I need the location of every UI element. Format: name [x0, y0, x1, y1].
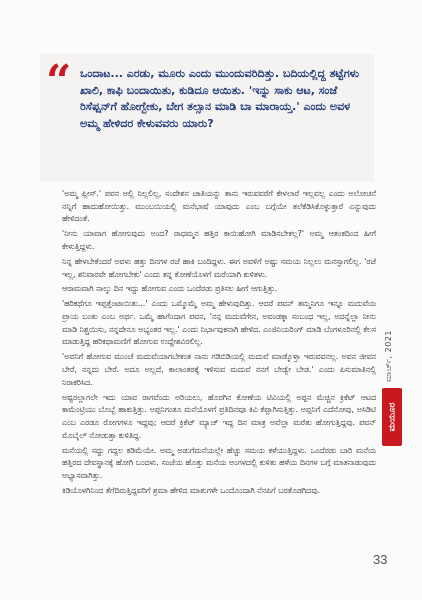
magazine-logo-text: ಮಯೂರ — [387, 402, 398, 432]
quote-mark-icon: “ — [46, 56, 72, 107]
paragraph: 'ಅವನಿಗೆ ಹೋಗುವ ಮುಂಚೆ ಮದುವೆಯಾಗಬೇಕಂತ ನಾನು ಗಡಿಬಿಡಿಯಲ್ಲಿ ಮದುವೆ ಮಾಡ್ಕೊಳ್ತಾ ಇರುವವನಲ್ಲ. ಅವನ ಜೀವನ ಬೇರೆ, ನನ್ನದು ಬೇರೆ. ಅದೂ ಅಲ್ಲದೆ, ಕಾಲಾಂತರಕ್ಕೆ ಇಳಿಸುವ ಮದುವೆ ನನಗೆ ಬೇಡ್ವೇ ಬೇಡ.' ಎಂದು ಪಿಸುಮಾತಿನಲ್ಲಿ ನಿರಾಕರಿಸಿದ. — [62, 352, 376, 387]
paragraph: ನಿನ್ನ ಹೇಳಬೇಕೆಂದರೆ ಅವಳು ಹತ್ತು ದಿನಗಳ ರಜೆ ಹಾಕಿ ಬಂದಿದ್ದಳು. ಈಗ ಅವಳಿಗೆ ಅಷ್ಟು ಸಮಯ ನಿಲ್ಲಲು ಮನಸ್ಸಾಗಲಿಲ್ಲ. 'ರಜೆ ಇಲ್ಲ, ಶನಿವಾರವೇ ಹೋಗಬೇಕು' ಎಂದು ತನ್ನ ಕೋಣೆಯೊಳಗೆ ಮರೆಯಾಗಿ ಕುಳಿತಳು. — [62, 256, 376, 279]
page-number: 33 — [373, 552, 388, 567]
article-body — [62, 188, 376, 500]
paragraph: ಕಿಡಿಯೊಳಗಿನಿಂದ ತೆಗೆದಿರುತ್ತಿದ್ದವರಿಗೆ ಶ್ರಮಾ ಹೇಳಿದ ಮಾತುಗಳೇ ಒಂದೊಂದಾಗಿ ನೆನಪಿಗೆ ಬರತೊಡಗಿದವು. — [62, 485, 321, 495]
pull-quote-box — [40, 54, 374, 182]
magazine-logo — [382, 388, 402, 446]
paragraph: ಮನೆಯಲ್ಲಿ ಸದ್ದು ಗದ್ದಲ ಕಡಿಮೆಯೇ. ಅಮ್ಮ ಅಡುಗೆಮನೆಯಲ್ಲೇ ಹೆಚ್ಚು ಸಮಯ ಕಳೆಯುತ್ತಿದ್ದಳು. ಒಂದೆರಡು ಬಾರಿ ಮನೆಯ ಹತ್ತಿರದ ದೇವಸ್ಥಾನಕ್ಕೆ ಹೋಗಿ ಬಂದಳು. ಸಂಜೆಯ ಹೊತ್ತು ಮನೆಯ ಅಂಗಳದಲ್ಲಿ ಕುಳಿತು ಹಳೆಯ ದಿನಗಳ ಬಗ್ಗೆ ಮಾತನಾಡುವುದು ಅಭ್ಯಾಸವಾಗಿತ್ತು. — [62, 445, 376, 481]
paragraph: ಆರಾಮವಾಗಿ ನಾಲ್ಕು ದಿನ ಇದ್ದು ಹೋಗುವ ಎಂದು ಒಂದೆರಡು ಪ್ರತಿಸಲ ಹೀಗೆ ಆಗುತ್ತಿತ್ತು. — [62, 284, 278, 294]
paragraph: 'ಹರಿಕಥೆಗೂ ಇಪ್ಪತ್ತೆಂಟಾಯಿತು...' ಎಂದು ಒಮ್ಮೊಮ್ಮೆ ಅಮ್ಮ ಹೇಳುವುದಿತ್ತು. ಆದರೆ ಪವನ್ ತಮ್ಮನಿಗೂ ಇನ್ನೂ ಮದುವೆಯ ಪ್ರಾಯ ಬಂತು ಎಂಬ ಅರ್ಥ. ಒಮ್ಮೆ ಹಾಗೆಂದಾಗ ಪವನ, 'ನನ್ಗ ಮದುವೆಗೇನ, ಅವಂಡಕ್ಕಾ ಸಂಬಂಧ ಇಲ್ಲ, ಅದನ್ನೆಲ್ಲಾ ನೀನು ಮಾಡಿ ನಿಶ್ಚಯಿಸು, ನನ್ನದೇನೂ ಅಭ್ಯಂತರ ಇಲ್ಲ.' ಎಂದು ನಿರ್ಭಾವುಕನಾಗಿ ಹೇಳಿದ. ಎಂಜಿನಿಯರಿಂಗ್ ಮಾಡಿ ಬೆಂಗಳೂರಿನಲ್ಲಿ ಕೆಲಸ ಮಾಡುತ್ತಿದ್ದ ಹರಿಕಥಾಮಣಿಗೆ ಹೋಗುವ ಉದ್ದೇಶವಿರಲಿಲ್ಲ. — [62, 299, 376, 347]
issue-date: ಮಾರ್ಚ್, 2021 — [384, 330, 393, 383]
paragraph: 'ಅಮ್ಮ ಪ್ಲೀಸ್.' ಪವನ ಅಲ್ಲಿ ನಿಲ್ಲಲಿಲ್ಲ, ಸಂದೇಶನ ಜಾತಿಯನ್ನು ತಾನು ಇರುವವರೆಗೆ ಕೇಳಲಾರೆ ಇಲ್ಲವಲ್ಲ ಎಂದು ಅಲೋಚನೆ ನನ್ನಿಗೆ ಹಾದುಹೋಯಿತ್ತು. ಮುಂಬಯಿಯಲ್ಲಿ ಮನೆಭಾಷೆ ಯಾವುದು ಎಂಬ ಬಗ್ಗೆಯೇ ತಲೆಕೆಡಿಸಿಕೊಳ್ಳುತ್ತಾರೆ ಎನ್ನುವುದು ಹೇಳಿದಂತೆ. — [62, 189, 376, 224]
pull-quote-text: ಒಂದಾಟ... ಎರಡು, ಮೂರು ಎಂದು ಮುಂದುವರಿದಿತ್ತು. ಬದಿಯಲ್ಲಿದ್ದ ತಟ್ಟೆಗಳು ಖಾಲಿ, ಕಾಫಿ ಬಂದಾಯಿತು, ಕುಡಿದೂ ಆಯಿತು. 'ಇನ್ನು ಸಾಕು ಆಟ, ಸಂಜೆ ರಿಸೆಪ್ಷನ್‌ಗೆ ಹೋಗ್ಬೇಕು, ಬೇಗ ತಲ್ಸಾನ ಮಾಡಿ ಬಾ ಮಾರಾಯ್ತ.' ಎಂದು ಅವಳ ಅಮ್ಮ ಹೇಳಿದರ ಕೇಳುವವರು ಯಾರು? — [80, 67, 360, 130]
paragraph: 'ನೀನು ಯಾವಾಗ ಹೋಗುವುದು ಅಂದ? ರಾಧಮ್ಮನ ಹತ್ತಿರ ಕಾಯಿಹೋಗಿ ಮಾಡಿಸಬೇಕಲ್ಲ?' ಅಮ್ಮ ಆತಂಕದಿಂದ ಹೀಗೆ ಕೇಳುತ್ತಿದ್ದಳು. — [62, 229, 376, 251]
paragraph: ಅಷ್ಟರಲ್ಲಾಗಲೇ ಇದು ಯಾವ ರಾಗವೆಂದು ಅರಿಯಲು, ಹೊರಗಿನ ಕೋಣೆಯ ಟಿವಿಯಲ್ಲಿ ಅಪ್ಪನ ಮೆಚ್ಚಿನ ಕ್ರಿಕೆಟ್ ಆಟದ ಕಾಮೆಂಟ್ರಿಯು ಬೊಬ್ಬೆ ಹಾಕುತ್ತಿತ್ತು. ಅಪ್ಪನಿಗಂತೂ ಮನೆಯೊಳಗೆ ಪ್ರತಿದಿನವೂ ಕಿವಿ ಕೆಪ್ಪಾಗಿಸುತ್ತಿತ್ತು. ಅಪ್ಪನಿಗೆ ಎದೆನೋವು, ಅಸಿಡಿಟಿ ಎಂಬ ಎರಡೂ ರೋಗಗಳೂ ಇದ್ದವು; ಆದರೆ ಕ್ರಿಕೆಟ್ ಮ್ಯಾಚ್ ಇದ್ದ ದಿನ ಮಾತ್ರ ಅವೆಲ್ಲಾ ಮರೆತು ಹೋಗುತ್ತಿದ್ದವು. ಪವನ್ ಮೊಬೈಲ್ ನೋಡುತ್ತಾ ಕುಳಿತಿದ್ದ. — [62, 392, 376, 440]
